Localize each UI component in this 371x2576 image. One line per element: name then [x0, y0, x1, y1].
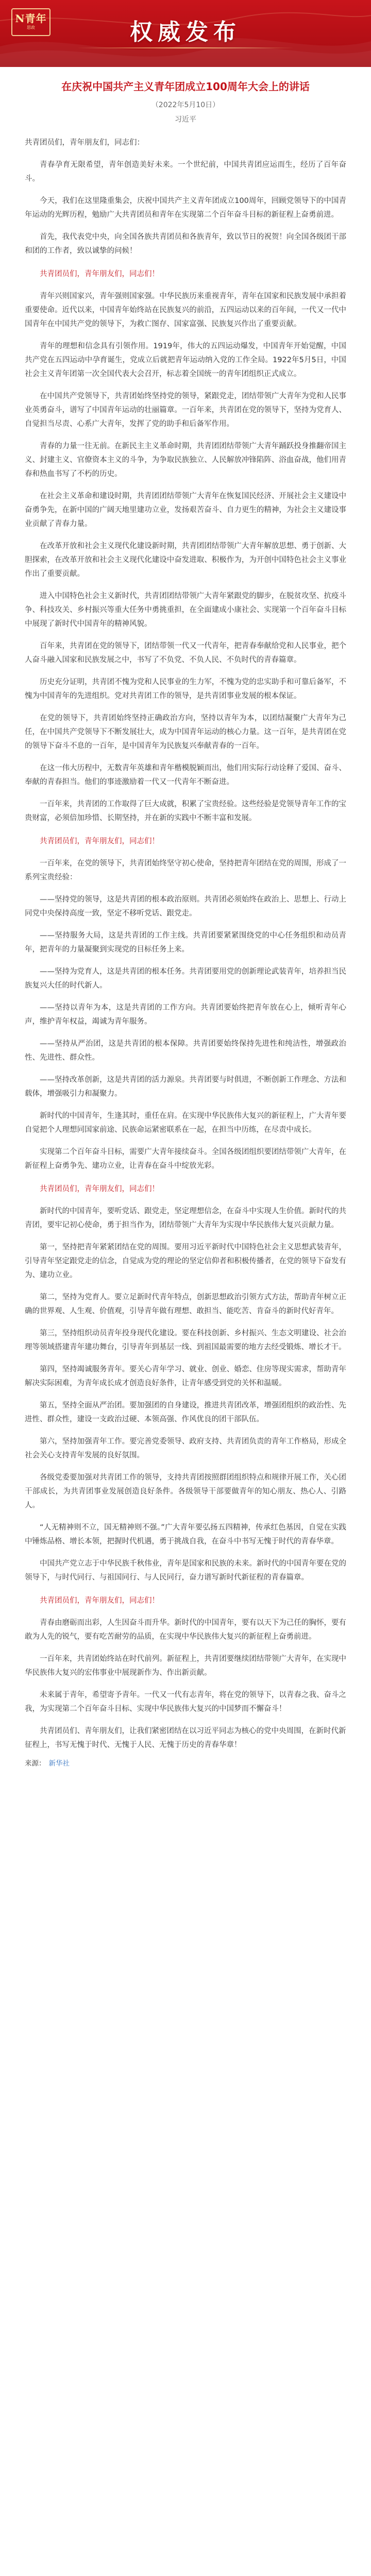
paragraph: 在社会主义革命和建设时期，共青团团结带领广大青年在恢复国民经济、开展社会主义建设中奋勇争先，在新中国的广阔天地里建功立业，发扬艰苦奋斗、自力更生的精神，为社会主义建设事业贡献了青春力量。 [25, 492, 346, 528]
experience-item: ——坚持党的领导，这是共青团的根本政治原则。共青团必须始终在政治上、思想上、行动上同党中央保持高度一致，坚定不移听党话、跟党走。 [25, 895, 346, 918]
experience-item: ——坚持服务大局，这是共青团的工作主线。共青团要紧紧围绕党的中心任务组织和动员青年，把青年的力量凝聚到实现党的目标任务上来。 [25, 931, 346, 954]
paragraph: 青年兴则国家兴，青年强则国家强。中华民族历来重视青年，青年在国家和民族发展中承担着重要使命。近代以来，中国青年始终站在民族复兴的前沿，五四运动以来的百年间，一代又一代中国青年在中国共产党的领导下，为救亡图存、国家富强、民族复兴作出了重要贡献。 [25, 292, 346, 328]
section-salutation: 共青团员们，青年朋友们，同志们！ [40, 270, 159, 278]
paragraph: “人无精神则不立，国无精神则不强。”广大青年要弘扬五四精神，传承红色基因，自觉在实践中锤炼品格、增长本领，把握时代机遇，勇于挑战自我，在奋斗中书写无愧于时代的青春华章。 [25, 1523, 346, 1546]
paragraph: 在党的领导下，共青团始终坚持正确政治方向，坚持以青年为本，以团结凝聚广大青年为己任，在中国共产党领导下不断发展壮大，成为中国青年运动的核心力量。这一百年，是共青团在党的领导下奋斗不息的一百年，是中国青年为民族复兴奉献青春的一百年。 [25, 714, 346, 750]
section-salutation: 共青团员们，青年朋友们，同志们！ [40, 1185, 159, 1193]
paragraph: 百年来，共青团在党的领导下，团结带领一代又一代青年，把青春奉献给党和人民事业，把个人奋斗融入国家和民族发展之中，书写了不负党、不负人民、不负时代的青春篇章。 [25, 642, 346, 664]
article-source [0, 1752, 371, 1770]
paragraph: 在改革开放和社会主义现代化建设新时期，共青团团结带领广大青年解放思想、勇于创新、大胆探索，在改革开放和社会主义现代化建设中奋发进取、积极作为，为开创中国特色社会主义事业作出了重要贡献。 [25, 542, 346, 578]
article-title: 在庆祝中国共产主义青年团成立100周年大会上的讲话 [61, 80, 310, 93]
paragraph: 一百年来，共青团始终站在时代前列。新征程上，共青团要继续团结带领广大青年，在实现中华民族伟大复兴的宏伟事业中展现新作为、作出新贡献。 [25, 1655, 346, 1677]
article-author: 习近平 [175, 115, 196, 124]
brand-logo-text: N青年 [15, 12, 47, 25]
article-body [0, 130, 371, 1752]
experience-item: ——坚持改革创新，这是共青团的活力源泉。共青团要与时俱进，不断创新工作理念、方法和载体，增强吸引力和凝聚力。 [25, 1076, 346, 1098]
paragraph: 新时代的中国青年，生逢其时，重任在肩。在实现中华民族伟大复兴的新征程上，广大青年要自觉把个人理想同国家前途、民族命运紧密联系在一起，在担当中历练，在尽责中成长。 [25, 1112, 346, 1134]
header-banner [0, 0, 371, 67]
article-header [0, 67, 371, 130]
paragraph: 一百年来，在党的领导下，共青团始终坚守初心使命，坚持把青年团结在党的周围，形成了一系列宝贵经验： [25, 859, 346, 882]
article-signoff: 共青团员们、青年朋友们，让我们紧密团结在以习近平同志为核心的党中央周围，在新时代新征程上，书写无愧于时代、无愧于人民、无愧于历史的青春华章！ [25, 1727, 346, 1749]
paragraph: 青春由磨砺而出彩，人生因奋斗而升华。新时代的中国青年，要有以天下为己任的胸怀，要有敢为人先的锐气，要有吃苦耐劳的品质，在实现中华民族伟大复兴的新征程上奋勇前进。 [25, 1619, 346, 1641]
task-item: 第二，坚持为党育人。要立足新时代青年特点，创新思想政治引领方式方法，帮助青年树立正确的世界观、人生观、价值观，引导青年做有理想、敢担当、能吃苦、肯奋斗的新时代好青年。 [25, 1293, 346, 1315]
section-salutation: 共青团员们，青年朋友们，同志们！ [40, 1597, 159, 1605]
paragraph: 青年的理想和信念具有引领作用。1919年，伟大的五四运动爆发，中国青年开始觉醒，中国共产党在五四运动中孕育诞生，党成立后就把青年运动纳入党的工作全局。1922年5月5日，中国社会主义青年团第一次全国代表大会召开，标志着全国统一的青年团组织正式成立。 [25, 342, 346, 378]
paragraph: 进入中国特色社会主义新时代，共青团团结带领广大青年紧跟党的脚步，在脱贫攻坚、抗疫斗争、科技攻关、乡村振兴等重大任务中勇挑重担，在全面建成小康社会、实现第一个百年奋斗目标中展现了新时代中国青年的精神风貌。 [25, 592, 346, 628]
source-label: 来源： [25, 1759, 46, 1768]
paragraph: 今天，我们在这里隆重集会，庆祝中国共产主义青年团成立100周年，回顾党领导下的中国青年运动的光辉历程，勉励广大共青团员和青年在实现第二个百年奋斗目标的新征程上奋勇前进。 [25, 197, 346, 219]
paragraph: 一百年来，共青团的工作取得了巨大成就，积累了宝贵经验。这些经验是党领导青年工作的宝贵财富，必须倍加珍惜、长期坚持，并在新的实践中不断丰富和发展。 [25, 800, 346, 822]
task-item: 第三，坚持组织动员青年投身现代化建设。要在科技创新、乡村振兴、生态文明建设、社会治理等领域搭建青年建功舞台，引导青年到基层一线、到祖国最需要的地方去经受锻炼、增长才干。 [25, 1329, 346, 1351]
task-item: 第五，坚持全面从严治团。要加强团的自身建设，推进共青团改革，增强团组织的政治性、先进性、群众性，建设一支政治过硬、本领高强、作风优良的团干部队伍。 [25, 1401, 346, 1423]
paragraph: 青春的力量一往无前。在新民主主义革命时期，共青团团结带领广大青年踊跃投身推翻帝国主义、封建主义、官僚资本主义的斗争，为争取民族独立、人民解放冲锋陷阵、浴血奋战，他们用青春和热血书写了不朽的历史。 [25, 442, 346, 478]
task-item: 第一，坚持把青年紧紧团结在党的周围。要用习近平新时代中国特色社会主义思想武装青年，引导青年坚定跟党走的信念，自觉成为党的理论的坚定信仰者和积极传播者，在党的领导下奋发有为、建功立业。 [25, 1243, 346, 1279]
paragraph: 新时代的中国青年，要听党话、跟党走，坚定理想信念，在奋斗中实现人生价值。新时代的共青团，要牢记初心使命，勇于担当作为，团结带领广大青年为实现中华民族伟大复兴贡献力量。 [25, 1207, 346, 1229]
brand-logo-sub: 思政 [27, 25, 35, 30]
paragraph: 首先，我代表党中央，向全国各族共青团员和各族青年，致以节日的祝贺！向全国各级团干部和团的工作者，致以诚挚的问候！ [25, 233, 346, 255]
paragraph: 各级党委要加强对共青团工作的领导，支持共青团按照群团组织特点和规律开展工作，关心团干部成长，为共青团事业发展创造良好条件。各级领导干部要做青年的知心朋友、热心人、引路人。 [25, 1473, 346, 1510]
task-item: 第四，坚持竭诚服务青年。要关心青年学习、就业、创业、婚恋、住房等现实需求，帮助青年解决实际困难，为青年成长成才创造良好条件，让青年感受到党的关怀和温暖。 [25, 1365, 346, 1387]
paragraph: 青春孕育无限希望，青年创造美好未来。一个世纪前，中国共青团应运而生，经历了百年奋斗。 [25, 161, 346, 183]
banner-divider [77, 47, 294, 48]
paragraph: 在中国共产党领导下，共青团始终坚持党的领导，紧跟党走，团结带领广大青年为党和人民事业英勇奋斗，谱写了中国青年运动的壮丽篇章。一百年来，共青团在党的领导下，坚持为党育人、自觉担当尽责、心系广大青年，发挥了党的助手和后备军作用。 [25, 392, 346, 428]
experience-item: ——坚持从严治团，这是共青团的根本保障。共青团要始终保持先进性和纯洁性，增强政治性、先进性、群众性。 [25, 1040, 346, 1062]
task-item: 第六，坚持加强青年工作。要完善党委领导、政府支持、共青团负责的青年工作格局，形成全社会关心支持青年发展的良好氛围。 [25, 1437, 346, 1460]
source-account-link[interactable]: 新华社 [48, 1759, 70, 1768]
paragraph: 实现第二个百年奋斗目标，需要广大青年接续奋斗。全国各级团组织要团结带领广大青年，在新征程上奋勇争先、建功立业，让青春在奋斗中绽放光彩。 [25, 1148, 346, 1170]
experience-item: ——坚持为党育人，这是共青团的根本任务。共青团要用党的创新理论武装青年，培养担当民族复兴大任的时代新人。 [25, 968, 346, 990]
experience-item: ——坚持以青年为本，这是共青团的工作方向。共青团要始终把青年放在心上，倾听青年心声，维护青年权益，竭诚为青年服务。 [25, 1004, 346, 1026]
paragraph: 在这一伟大历程中，无数青年英雄和青年楷模脱颖而出，他们用实际行动诠释了爱国、奋斗、奉献的青春担当。他们的事迹激励着一代又一代青年不断奋进。 [25, 764, 346, 786]
article-date: （2022年5月10日） [151, 101, 220, 109]
paragraph: 未来属于青年，希望寄予青年。一代又一代有志青年，将在党的领导下，以青春之我、奋斗之我，为实现第二个百年奋斗目标、实现中华民族伟大复兴的中国梦而不懈奋斗！ [25, 1691, 346, 1713]
section-salutation: 共青团员们，青年朋友们，同志们！ [40, 837, 159, 845]
paragraph: 历史充分证明，共青团不愧为党和人民事业的生力军，不愧为党的忠实助手和可靠后备军，不愧为中国青年的先进组织。党对共青团工作的领导，是共青团事业发展的根本保证。 [25, 678, 346, 700]
salutation: 共青团员们，青年朋友们，同志们： [25, 139, 144, 147]
banner-title: 权威发布 [130, 19, 241, 45]
paragraph: 中国共产党立志于中华民族千秋伟业，青年是国家和民族的未来。新时代的中国青年要在党的领导下，与时代同行、与祖国同行、与人民同行，奋力谱写新时代新征程的青春篇章。 [25, 1560, 346, 1582]
